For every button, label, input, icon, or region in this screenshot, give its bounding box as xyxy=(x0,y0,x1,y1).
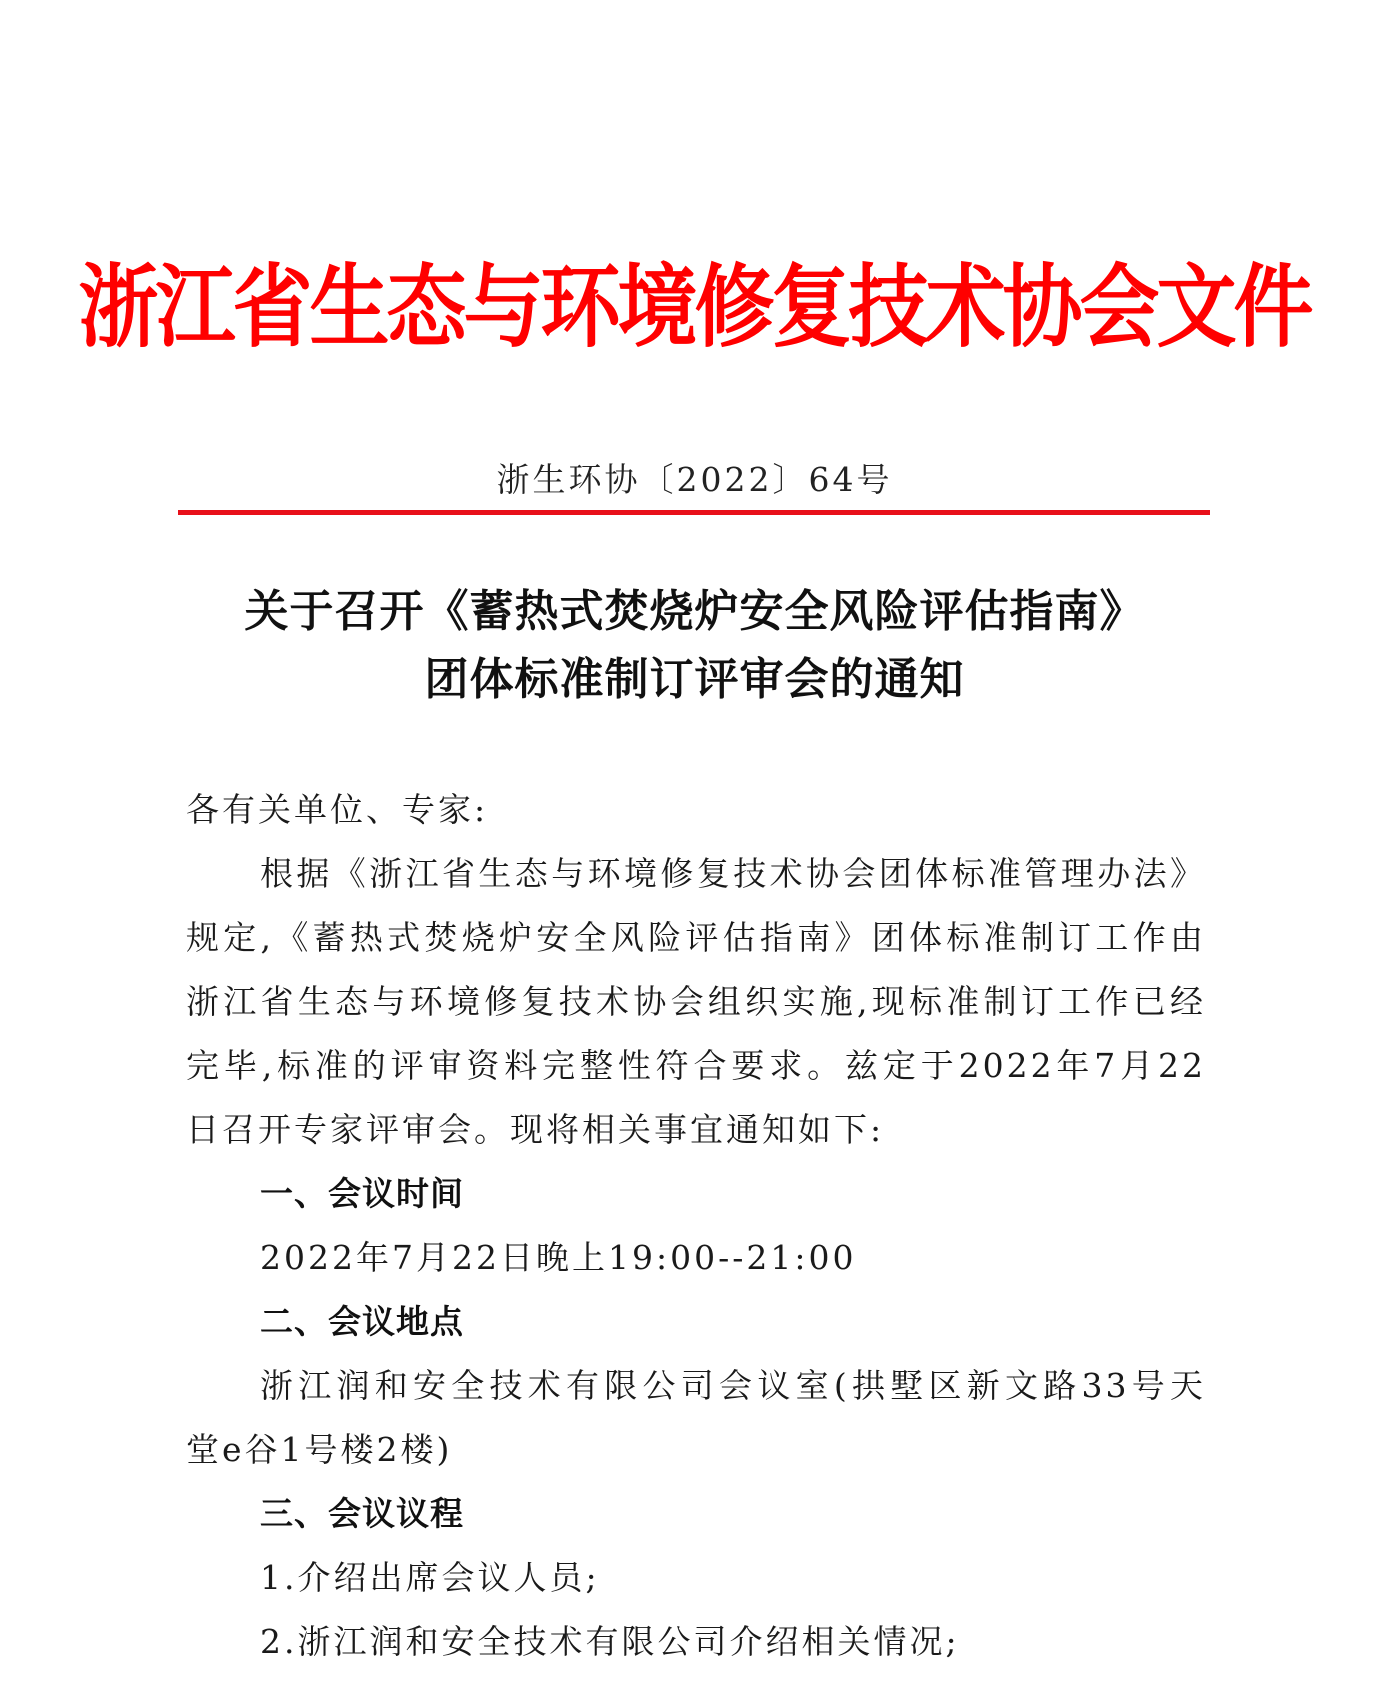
document-number: 浙生环协〔2022〕64号 xyxy=(496,460,893,499)
paragraph-line: 日召开专家评审会。现将相关事宜通知如下: xyxy=(186,1110,885,1149)
document-body xyxy=(186,778,1206,1674)
section-heading-time: 一、会议时间 xyxy=(260,1174,464,1213)
section-heading-location: 二、会议地点 xyxy=(260,1302,464,1341)
paragraph-line: 根据《浙江省生态与环境修复技术协会团体标准管理办法》 xyxy=(260,854,1206,893)
paragraph-line: 规定,《蓄热式焚烧炉安全风险评估指南》团体标准制订工作由 xyxy=(186,918,1206,957)
meeting-location-line: 堂e谷1号楼2楼) xyxy=(186,1430,453,1469)
org-document-title: 浙江省生态与环境修复技术协会文件 xyxy=(78,255,1311,360)
salutation: 各有关单位、专家: xyxy=(186,790,489,829)
notice-title xyxy=(150,578,1239,714)
paragraph-line: 完毕,标准的评审资料完整性符合要求。兹定于2022年7月22 xyxy=(186,1046,1206,1085)
notice-title-line-1: 关于召开《蓄热式焚烧炉安全风险评估指南》 xyxy=(244,586,1145,637)
agenda-item: 1.介绍出席会议人员; xyxy=(260,1558,600,1597)
meeting-time: 2022年7月22日晚上19:00--21:00 xyxy=(260,1238,857,1277)
paragraph-line: 浙江省生态与环境修复技术协会组织实施,现标准制订工作已经 xyxy=(186,982,1206,1021)
notice-title-line-2: 团体标准制订评审会的通知 xyxy=(424,654,965,705)
meeting-location-line: 浙江润和安全技术有限公司会议室(拱墅区新文路33号天 xyxy=(260,1366,1206,1405)
paragraph-intro xyxy=(186,842,1206,1162)
agenda-item: 2.浙江润和安全技术有限公司介绍相关情况; xyxy=(260,1622,960,1661)
section-heading-agenda: 三、会议议程 xyxy=(260,1494,464,1533)
red-separator-line xyxy=(178,510,1210,515)
